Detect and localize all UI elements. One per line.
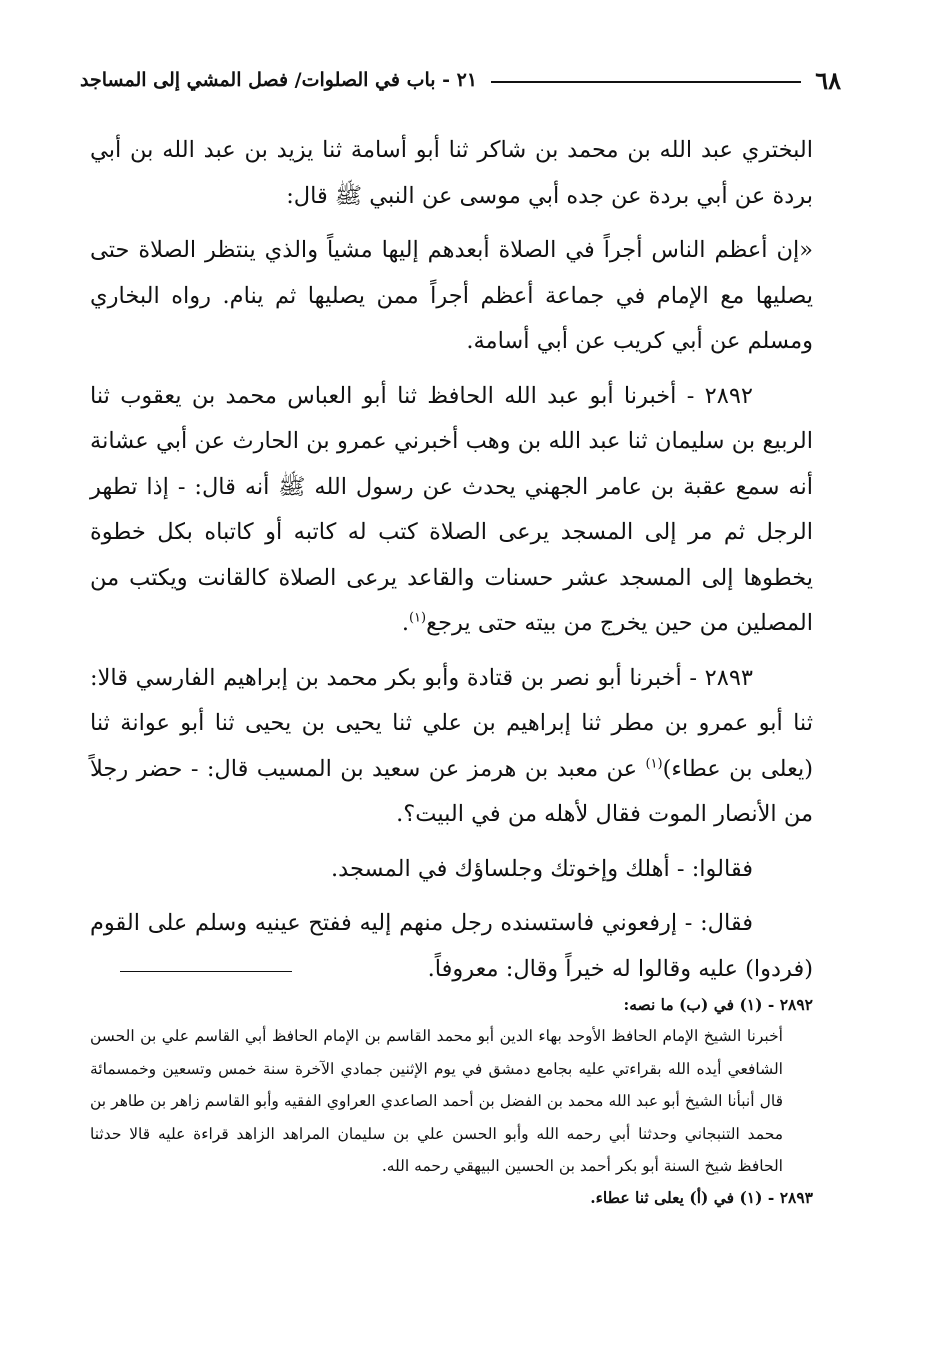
paragraph-isnad-continuation: البختري عبد الله بن محمد بن شاكر ثنا أبو أسامة ثنا يزيد بن عبد الله بن أبي بردة عن أبي بردة عن جده أبي موسى عن النبي ﷺ قال: (90, 137, 813, 209)
footnote-2892-label: ٢٨٩٢ - (١) في (ب) ما نصه: (623, 995, 813, 1014)
main-text (90, 128, 813, 1001)
paragraph-hadith-2892 (90, 374, 813, 647)
header-rule (491, 81, 801, 83)
footnote-ref-2892: (١) (408, 610, 427, 626)
paragraph-hadith-text: «إن أعظم الناس أجراً في الصلاة أبعدهم إليها مشياً والذي ينتظر الصلاة حتى يصليها مع الإمام في جماعة أعظم أجراً ممن يصليها ثم ينام. رواه البخاري ومسلم عن أبي كريب عن أبي أسامة. (90, 237, 813, 354)
hadith-2893-text-a: ٢٨٩٣ - أخبرنا أبو نصر بن قتادة وأبو بكر محمد بن إبراهيم الفارسي قالا: ثنا أبو عمرو بن مطر ثنا إبراهيم بن علي ثنا يحيى بن يحيى ثنا أبو عوانة ثنا (يعلى بن عطاء) (90, 664, 813, 782)
footnote-2892-text: أخبرنا الشيخ الإمام الحافظ الأوحد بهاء الدين أبو محمد القاسم بن الإمام الحافظ أبي القاسم علي بن الحسن الشافعي أيده الله بقراءتي عليه بجامع دمشق في يوم الإثنين جمادي الآخرة سنة خمس وتسعين وخمسمائة قال أنبأنا الشيخ أبو عبد الله محمد بن الفضل بن أحمد الصاعدي العراوي الفقيه وأبو القاسم زاهر بن طاهر بن محمد التنبجاني وحدثنا أبي رحمه الله وأبو الحسن علي بن سليمان المراهد الزاهد قراءة عليه قالا حدثنا الحافظ شيخ السنة أبو بكر أحمد بن الحسين البيهقي رحمه الله. (90, 1027, 783, 1175)
hadith-2892-end: . (401, 610, 409, 636)
hadith-2893-text-b: عن معبد بن هرمز عن سعيد بن المسيب قال: - حضر رجلاً من الأنصار الموت فقال لأهله من في البيت؟. (90, 755, 813, 827)
footnote-separator (120, 971, 292, 972)
footnotes (90, 990, 813, 1213)
hadith-2892-text: ٢٨٩٢ - أخبرنا أبو عبد الله الحافظ ثنا أبو العباس محمد بن يعقوب ثنا الربيع بن سليمان ثنا عبد الله بن وهب أخبرني عمرو بن الحارث عن أبي عشانة أنه سمع عقبة بن عامر الجهني يحدث عن رسول الله ﷺ أنه قال: - إذا تطهر الرجل ثم مر إلى المسجد يرعى الصلاة كتب له كاتبه أو كاتباه بكل خطوة يخطوها إلى المسجد عشر حسنات والقاعد يرعى الصلاة كالقانت ويكتب من المصلين من حين يخرج من بيته حتى يرجع (90, 382, 813, 636)
page-header (80, 60, 841, 100)
page-number: ٦٨ (815, 65, 841, 95)
footnote-ref-2893: (١) (645, 756, 663, 771)
running-title: ٢١ - باب في الصلوات/ فصل المشي إلى المساجد (80, 69, 478, 91)
paragraph-hadith-2893 (90, 656, 813, 838)
paragraph-reply: فقالوا: - أهلك وإخوتك وجلساؤك في المسجد. (331, 855, 753, 882)
footnote-2893: ٢٨٩٣ - (١) في (أ) يعلى ثنا عطاء. (590, 1187, 813, 1207)
paragraph-final: فقال: - إرفعوني فاستسنده رجل منهم إليه ففتح عينيه وسلم على القوم (فردوا) عليه وقالوا له خيراً وقال: معروفاً. (90, 910, 813, 982)
